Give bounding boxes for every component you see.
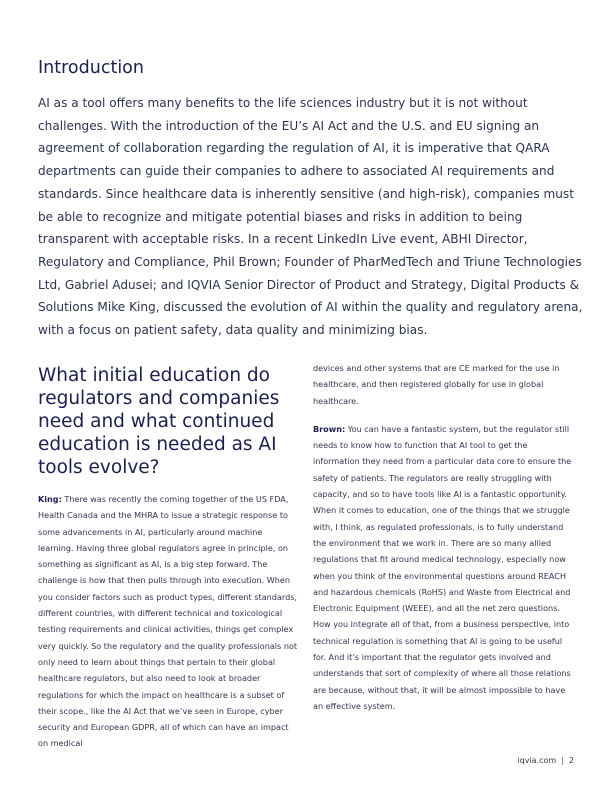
- king-paragraph-continued: devices and other systems that are CE marked for the use in healthcare, and then registered globally for use in global healthcare.: [313, 363, 560, 406]
- footer-website-link[interactable]: iqvia.com: [517, 756, 557, 765]
- section-heading: What initial education do regulators and companies need and what continued education is needed as AI tools evolve?: [38, 365, 280, 478]
- page-footer: [517, 756, 574, 765]
- king-text: There was recently the coming together of the US FDA, Health Canada and the MHRA to issue a strategic response to some advancements in AI, particularly around machine learning. Having three global regulators agree in principle, on something as significant as AI, is a big step forward. The challenge is how that then pulls through into execution. When you consider factors such as product types, different standards, different countries, with different technical and toxicological testing requirements and clinical activities, things get complex very quickly. So the regulatory and the quality professionals not only need to learn about things that pertain to their global healthcare regulators, but also need to look at broader regulations for which the impact on healthcare is a subset of their scope., like the AI Act that we’ve seen in Europe, cyber security and European GDPR, all of which can have an impact on medical: [38, 494, 298, 749]
- intro-heading: Introduction: [38, 58, 144, 78]
- footer-separator: |: [561, 756, 564, 765]
- right-column: [313, 360, 575, 726]
- brown-paragraph: [313, 421, 575, 714]
- left-column: [38, 364, 300, 764]
- brown-text: You can have a fantastic system, but the regulator still needs to know how to function that AI tool to get the information they need from a particular data core to ensure the safety of patients. The regulators are really struggling with capacity, and so to have tools like AI is a fantastic opportunity. When it comes to education, one of the things that we struggle with, I think, as regulated professionals, is to fully understand the environment that we work in. There are so many allied regulations that fit around medical technology, especially now when you think of the environmental questions around REACH and hazardous chemicals (RoHS) and Waste from Electrical and Electronic Equipment (WEEE), and all the net zero questions. How you integrate all of that, from a business perspective, into technical regulation is something that AI is going to be useful for. And it’s important that the regulator gets involved and understands that sort of complexity of where all those relations are because, without that, it will be almost impossible to have an effective system.: [313, 423, 572, 711]
- speaker-brown: Brown:: [313, 423, 346, 434]
- page-number: 2: [568, 756, 574, 765]
- intro-paragraph: AI as a tool offers many benefits to the life sciences industry but it is not without challenges. With the introduction of the EU’s AI Act and the U.S. and EU signing an agreement of collaboration regarding the regulation of AI, it is imperative that QARA departments can guide their companies to adhere to associated AI requirements and standards. Since healthcare data is inherently sensitive (and high-risk), companies must be able to recognize and mitigate potential biases and risks in addition to being transparent with acceptable risks. In a recent LinkedIn Live event, ABHI Director, Regulatory and Compliance, Phil Brown; Founder of PharMedTech and Triune Technologies Ltd, Gabriel Adusei; and IQVIA Senior Director of Product and Strategy, Digital Products & Solutions Mike King, discussed the evolution of AI within the quality and regulatory arena, with a focus on patient safety, data quality and minimizing bias.: [38, 96, 583, 338]
- king-paragraph: [38, 491, 300, 752]
- speaker-king: King:: [38, 494, 62, 504]
